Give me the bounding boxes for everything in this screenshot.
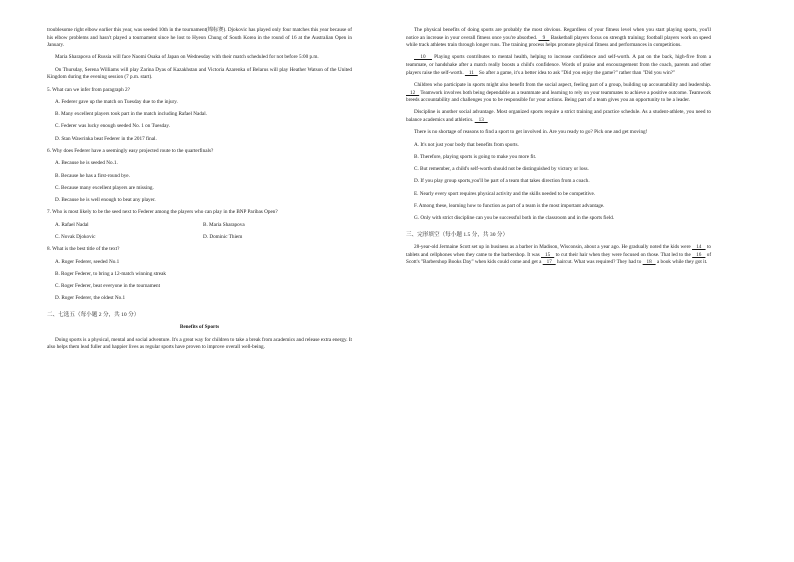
left-column [47,27,352,352]
blank-13: 13 [474,117,488,123]
option-c: C. But remember, a child's self-worth should not be distinguished by victory or loss. [414,166,589,173]
question-5-option-c: C. Federer was lucky enough seeded No. 1 on Tuesday. [55,123,170,130]
question-8: 8. What is the best title of the text? [47,246,120,253]
question-5: 5. What can we infer from paragraph 2? [47,86,130,93]
blank-9: 9 [538,34,550,41]
cloze-paragraph: 28-year-old Jermaine Scott set up in business as a barber in Madison, Wisconsin, about a year ago. He gradually noted the kids were 14 to tablets and cellphones when they came to the barbershop. It was 15 to cut their hair when they were focused on those. That led to the 16 of Scott's "Barbershop Books Day" when kids could come and get a 17 haircut. What was required? They had to 18 a book while they got it. [406,244,712,266]
passage-paragraph: 10 Playing sports contributes to mental health, helping to increase confidence and self-worth. A pat on the back, high-five from a teammate, or handshake after a match really boosts a child's confidence. Words of praise and encouragement from the coach, parents and other players raise the self-worth. 11 So after a game, it's a better idea to ask "Did you enjoy the game?" rather than "Did you win?" [406,54,712,76]
passage-paragraph: Discipline is another social advantage. Most organized sports require a strict training and practice schedule. As a student-athlete, you need to balance academics and athletics. 13 [406,109,711,123]
question-5-option-a: A. Federer gave up the match on Tuesday due to the injury. [55,98,178,105]
blank-10: 10 [414,54,432,61]
right-column [406,27,711,267]
question-8-option-a: A. Roger Federer, seeded No.1 [55,258,120,265]
reading-paragraph: On Thursday, Serena Williams will play Zarina Dyas of Kazakhstan and Victoria Azarenka of Belarus will play Heather Watson of the United Kingdom during the evening session (7 p.m. start). [47,66,352,81]
question-6-option-a: A. Because he is seeded No.1. [55,160,118,167]
reading-paragraph: Maria Sharapova of Russia will face Naomi Osaka of Japan on Wednesday with their match scheduled for not before 5:00 p.m. [55,54,319,61]
blank-16: 16 [692,251,706,258]
question-7: 7. Who is most likely to be the seed next to Federer among the players who can play in the BNP Paribas Open? [47,209,278,216]
option-d: D. If you play group sports,you'll be part of a team that takes direction from a coach. [414,178,590,185]
blank-12: 12 [406,89,420,96]
question-7-option-c: C. Novak Djokovic [55,234,96,240]
question-7-option-a: A. Rafael Nadal [55,221,89,228]
passage-paragraph: Children who participate in sports might also benefit from the social aspect, feeling part of a group, building up accountability and leadership. 12 Teamwork involves both being dependable as a teammate and learning to rely on your teammates to achieve a positive outcome. Teamwork breeds accountability and challenges you to be responsible for your actions. Being part of a team gives you an opportunity to be a leader. [406,81,712,104]
section-heading: 三、完形填空（每小题 1.5 分，共 30 分） [406,231,509,238]
question-5-option-b: B. Many excellent players took part in the match including Rafael Nadal. [55,111,207,118]
option-f: F. Among these, learning how to function as part of a team is the most important advantage. [414,202,605,209]
blank-11: 11 [464,69,478,76]
question-8-option-d: D. Roger Federer, the oldest No.1 [55,295,126,302]
option-b: B. Therefore, playing sports is going to make you more fit. [414,153,537,160]
passage-paragraph: Doing sports is a physical, mental and social adventure. It's a great way for children to take a break from academics and release extra energy. It also helps them lead fuller and happier lives as regular sports have proven to improve overall well-being. [47,336,352,351]
passage-paragraph: There is no shortage of reasons to find a sport to get involved in. Are you ready to go? Pick one and get moving! [414,129,648,136]
question-6-option-b: B. Because he has a first-round bye. [55,172,130,179]
question-7-option-d: D. Dominic Thiem [203,234,243,240]
question-7-options-row [47,222,352,230]
blank-14: 14 [692,244,706,251]
blank-15: 15 [541,251,555,258]
question-8-option-b: B. Roger Federer, to bring a 12-match winning streak [55,270,167,277]
question-6-option-c: C. Because many excellent players are missing. [55,184,154,191]
question-6-option-d: D. Because he is well enough to beat any player. [55,197,156,204]
question-6: 6. Why does Federer have a seemingly easy projected route to the quarterfinals? [47,148,214,155]
option-g: G. Only with strict discipline can you be successful both in the classroom and in the sports field. [414,215,615,222]
question-5-option-d: D. Stan Wawrinka beat Federer in the 2017 final. [55,135,157,142]
question-7-options-row [47,234,352,242]
question-7-option-b: B. Maria Sharapova [203,221,245,228]
section-heading: 二、七选五（每小题 2 分，共 10 分） [47,312,140,318]
blank-17: 17 [542,259,556,266]
reading-paragraph: troublesome right elbow earlier this year, was seeded 10th in the tournament(锦标赛). Djokovic has played only four matches this year because of his elbow problems and hasn't played a tournament since he lost to Hyeon Chung of South Korea in the round of 16 at the Australian Open in January. [47,27,352,49]
passage-paragraph: The physical benefits of doing sports are probably the most obvious. Regardless of your fitness level when you start playing sports, you'll notice an increase in your overall fitness once you're absorbed. 9 Basketball players focus on strength training; football players work on speed while track athletes train through longer runs. The training process helps promote physical fitness and performances in competitions. [406,27,712,49]
option-e: E. Nearly every sport requires physical activity and the skills needed to be competitive. [414,190,596,197]
option-a: A. It's not just your body that benefits from sports. [414,141,519,148]
passage-title: Benefits of Sports [179,324,220,331]
blank-18: 18 [642,259,656,266]
question-8-option-c: C. Roger Federer, beat everyone in the tournament [55,283,161,290]
